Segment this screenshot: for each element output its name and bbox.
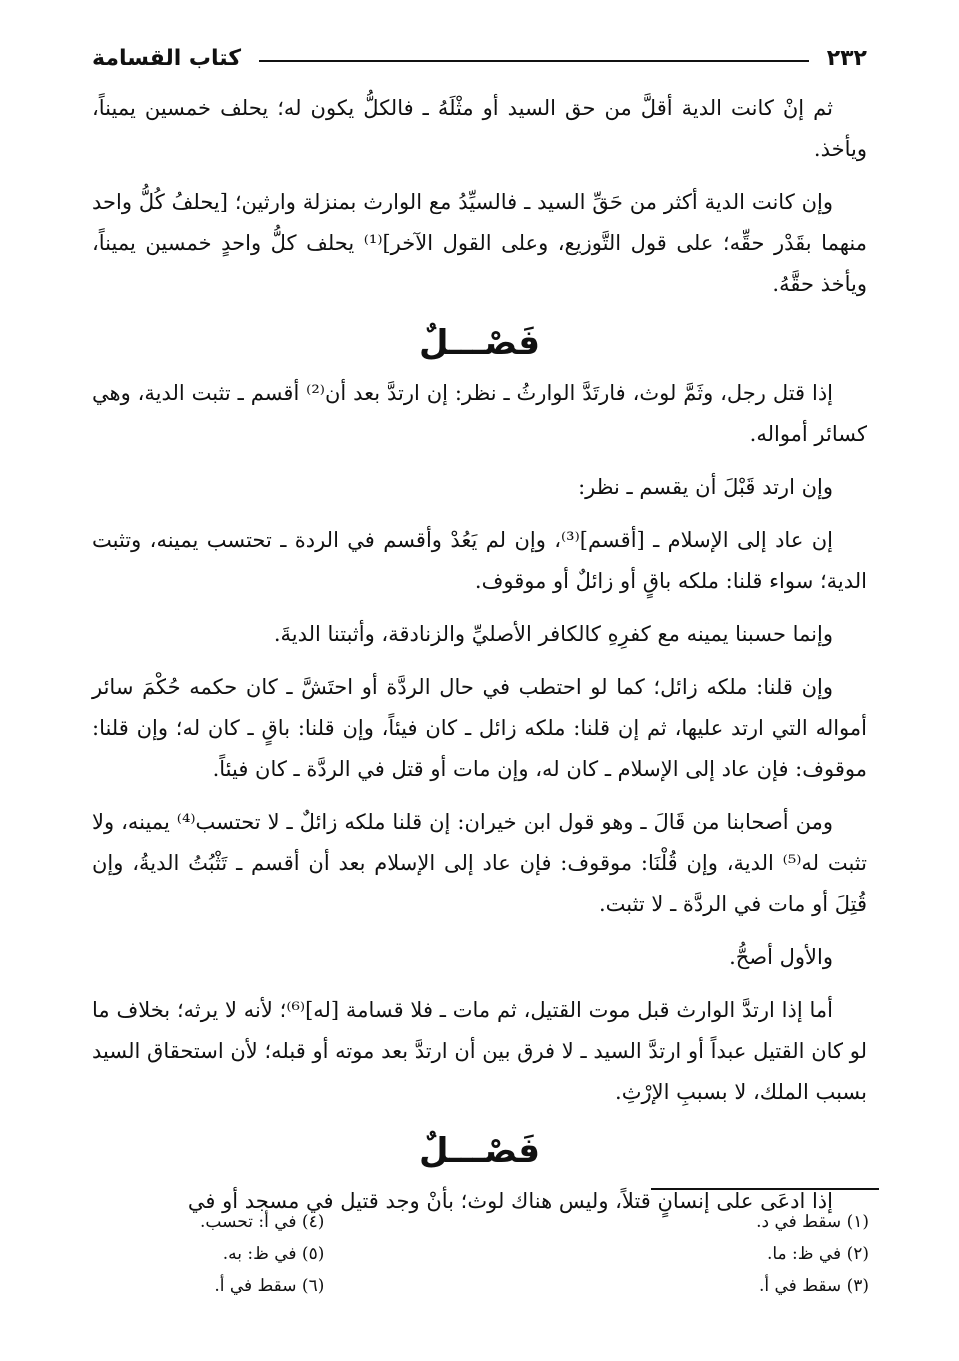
footnote-3: (٣) سقط في أ. xyxy=(758,1276,869,1296)
paragraph-3: إذا قتل رجل، وثَمَّ لوث، فارتَدَّ الوارثُ ـ نظر: إن ارتدَّ بعد أن⁽²⁾ أقسم ـ تثبت الدية، وهي كسائر أمواله. xyxy=(92,381,867,446)
paragraph-1: ثم إنْ كانت الدية أقلَّ من حق السيد أو مثْلَهُ ـ فالكلُّ يكون له؛ يحلف خمسين يميناً، ويأخذ. xyxy=(92,96,867,161)
paragraph-4: وإن ارتد قَبْلَ أن يقسم ـ نظر: xyxy=(578,475,833,499)
paragraph-2: وإن كانت الدية أكثر من حَقِّ السيد ـ فالسيِّدُ مع الوارث بمنزلة وارثين؛ [يحلفُ كُلُّ واحد منهما بقَدْر حقِّه؛ على قول التَّوزيع، وعلى القول الآخر]⁽¹⁾ يحلف كلُّ واحدٍ خمسين يميناً، ويأخذ حقَّهُ. xyxy=(92,190,867,296)
paragraph-5: إن عاد إلى الإسلام ـ [أقسم]⁽³⁾، وإن لم يَعُدْ وأقسم في الردة ـ تحتسب يمينه، وتثبت الدية؛ سواء قلنا: ملكه باقٍ أو زائلٌ أو موقوف. xyxy=(92,528,867,593)
footnote-5: (٥) في ظ: به. xyxy=(222,1244,325,1264)
footnote-1: (١) سقط في د. xyxy=(756,1212,869,1232)
paragraph-11: إذا ادعَى على إنسانٍ قتلاً، وليس هناك لوث؛ بأنْ وجد قتيل في مسجد أو في xyxy=(187,1189,833,1213)
page-header xyxy=(92,38,867,78)
footnote-2: (٢) في ظ: ما. xyxy=(766,1244,869,1264)
paragraph-10: أما إذا ارتدَّ الوارث قبل موت القتيل، ثم مات ـ فلا قسامة [له]⁽⁶⁾؛ لأنه لا يرثه؛ بخلاف ما لو كان القتيل عبداً أو ارتدَّ السيد ـ لا فرق بين أن ارتدَّ بعد موته أو قبله؛ لأن استحقاق السيد بسبب الملك، لا بسببِ الإرْثِ. xyxy=(92,998,867,1104)
paragraph-6: وإنما حسبنا يمينه مع كفرِهِ كالكافر الأصليِّ والزنادقة، وأثبتنا الديةَ. xyxy=(273,622,833,646)
paragraph-8: ومن أصحابنا من قَالَ ـ وهو قول ابن خيران: إن قلنا ملكه زائلٌ ـ لا تحتسب⁽⁴⁾ يمينه، ولا تثبت له⁽⁵⁾ الدية، وإن قُلْنَا: موقوف: فإن عاد إلى الإسلام بعد أن أقسم ـ تَثْبُتُ الديةُ، وإن قُتِلَ أو مات في الردَّة ـ لا تثبت. xyxy=(92,810,867,916)
header-rule xyxy=(259,60,809,62)
paragraph-7: وإن قلنا: ملكه زائل؛ كما لو احتطب في حال الردَّة أو احتَشَّ ـ كان حكمه حُكْمَ سائر أمواله التي ارتد عليها، ثم إن قلنا: ملكه زائل ـ كان فيئاً، وإن قلنا: باقٍ ـ كان له؛ وإن قلنا: موقوف: فإن عاد إلى الإسلام ـ كان له، وإن مات أو قتل في الردَّة ـ كان فيئاً. xyxy=(92,675,867,781)
footnotes-left-column xyxy=(200,1206,324,1302)
paragraph-9: والأول أصحُّ. xyxy=(729,945,833,969)
section-heading-1: فَصْـــلٌ xyxy=(419,323,540,363)
page-number: ٢٣٢ xyxy=(826,45,867,71)
chapter-title: كتاب القسامة xyxy=(92,45,242,71)
footnotes-right-column xyxy=(756,1206,869,1302)
main-text xyxy=(92,88,867,1234)
footnote-4: (٤) في أ: تحسب. xyxy=(200,1212,325,1232)
footnotes xyxy=(200,1206,869,1302)
section-heading-2: فَصْـــلٌ xyxy=(419,1131,540,1171)
footnote-6: (٦) سقط في أ. xyxy=(214,1276,325,1296)
footnote-separator xyxy=(651,1188,879,1190)
